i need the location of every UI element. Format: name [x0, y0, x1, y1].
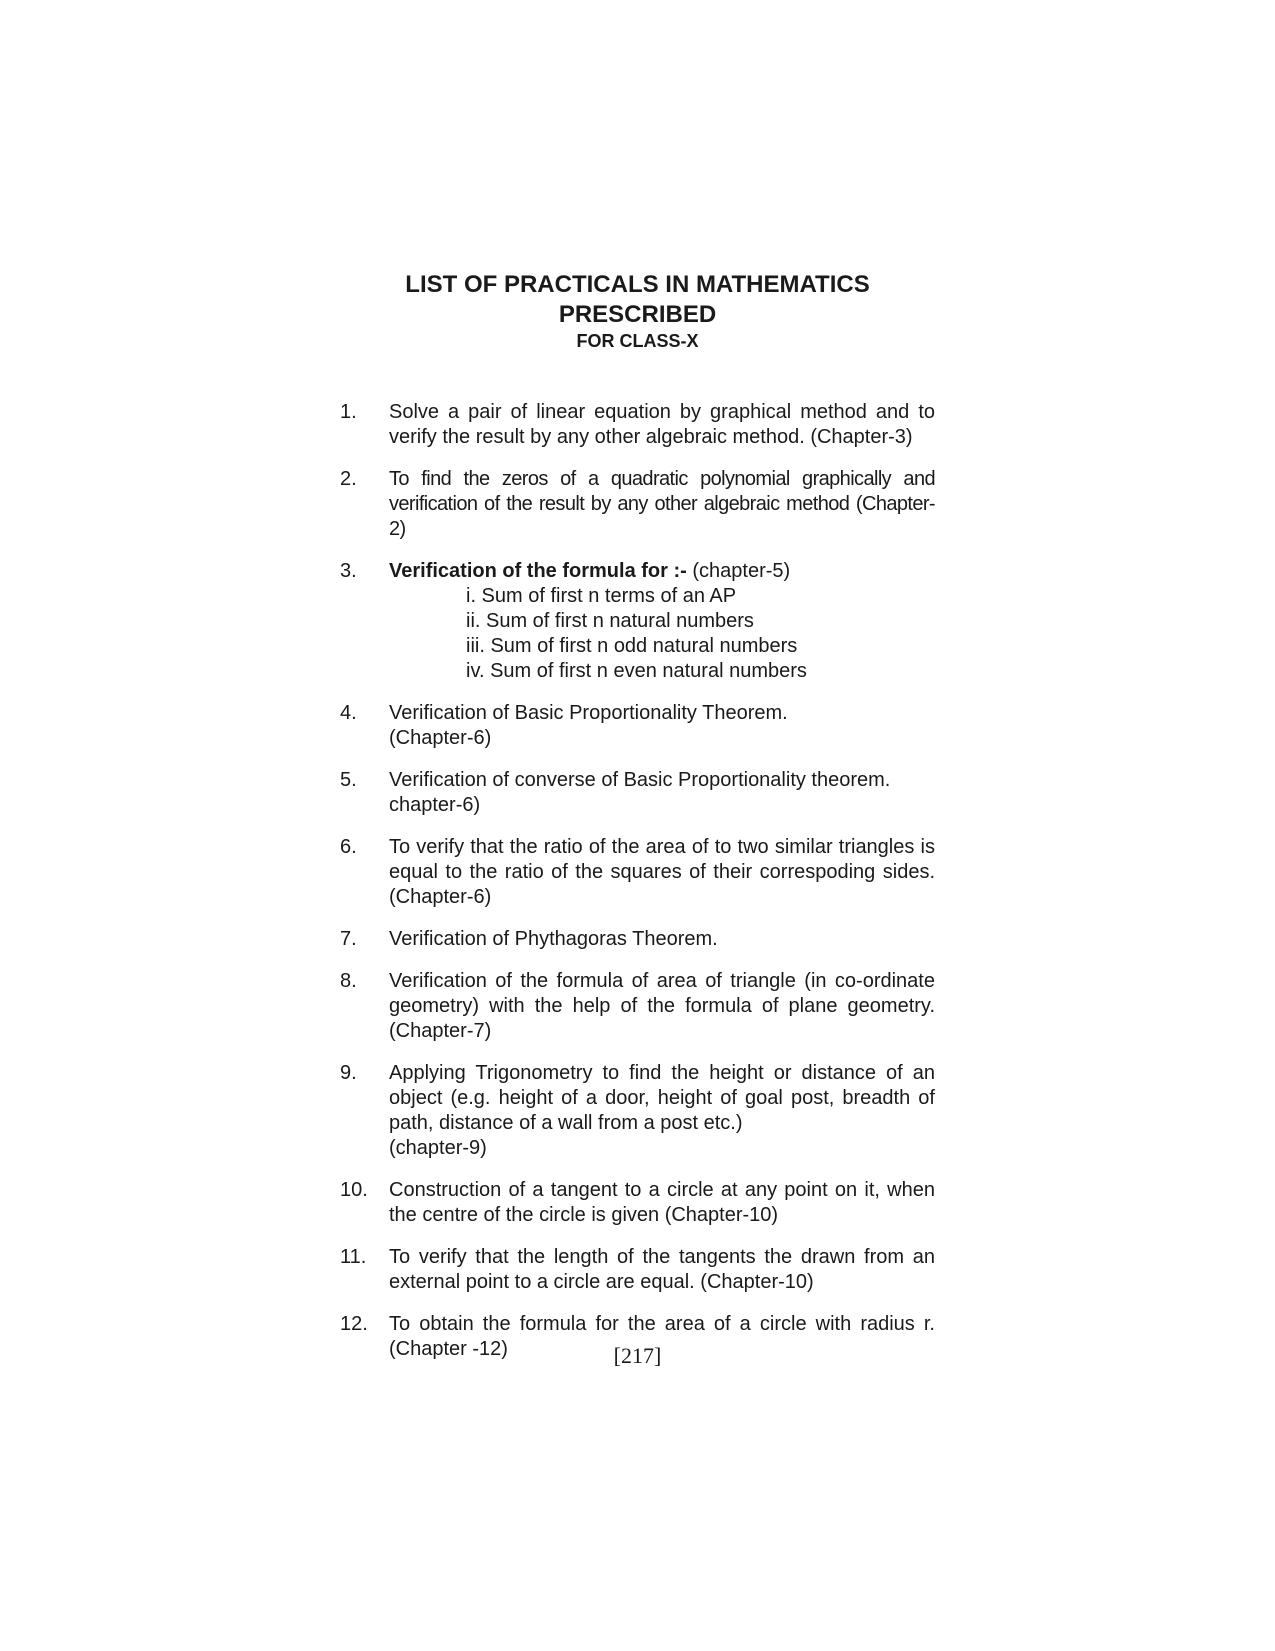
- item-number: 12.: [340, 1313, 368, 1335]
- item-text: Verification of converse of Basic Proportionality theorem.: [389, 769, 891, 791]
- item-body: [389, 701, 935, 751]
- list-item: [340, 467, 935, 542]
- list-item: [340, 927, 935, 952]
- item-number: 7.: [340, 928, 357, 950]
- sub-list-item: i. Sum of first n terms of an AP: [466, 585, 737, 607]
- item-text: Construction of a tangent to a circle at any point on it, when the centre of the circle is given (Chapter-10): [389, 1179, 935, 1226]
- item-text: To verify that the ratio of the area of to two similar triangles is equal to the ratio of the squares of their correspoding sides. (Chapter-6): [389, 836, 935, 908]
- item-number: 9.: [340, 1062, 357, 1084]
- item-body: [389, 559, 935, 684]
- item-text: Verification of Basic Proportionality Theorem.: [389, 702, 788, 724]
- item-text: To obtain the formula for the area of a circle with radius r. (Chapter -12): [389, 1313, 935, 1360]
- item-text: (chapter-5): [686, 560, 791, 582]
- item-text: To verify that the length of the tangents the drawn from an external point to a circle are equal. (Chapter-10): [389, 1246, 935, 1293]
- item-number: 3.: [340, 560, 357, 582]
- item-bold-heading: Verification of the formula for :-: [389, 560, 687, 582]
- list-item: [340, 1245, 935, 1295]
- sub-list-item: iii. Sum of first n odd natural numbers: [466, 635, 798, 657]
- item-chapter: (chapter-9): [389, 1137, 487, 1159]
- list-item: [340, 835, 935, 910]
- item-number: 11.: [340, 1246, 367, 1268]
- item-body: [389, 768, 935, 818]
- page-title-line-2: PRESCRIBED: [558, 301, 717, 328]
- list-item: [340, 1061, 935, 1161]
- item-text: Verification of Phythagoras Theorem.: [389, 928, 718, 950]
- sub-list-item: iv. Sum of first n even natural numbers: [466, 660, 807, 682]
- sub-list-item: ii. Sum of first n natural numbers: [466, 610, 754, 632]
- item-chapter: (Chapter-6): [389, 727, 492, 749]
- item-number: 8.: [340, 970, 357, 992]
- item-number: 5.: [340, 769, 357, 791]
- item-number: 10.: [340, 1179, 368, 1201]
- item-text: To find the zeros of a quadratic polynomial graphically and verification of the result by any other algebraic method (Chapter-2): [389, 468, 935, 540]
- list-item: [340, 768, 935, 818]
- item-chapter: chapter-6): [389, 794, 481, 816]
- item-text: Solve a pair of linear equation by graphical method and to verify the result by any other algebraic method. (Chapter-3): [389, 401, 935, 448]
- item-number: 2.: [340, 468, 357, 490]
- list-item: [340, 969, 935, 1044]
- sub-list: [466, 584, 935, 684]
- item-text: Verification of the formula of area of triangle (in co-ordinate geometry) with the help of the formula of plane geometry. (Chapter-7): [389, 970, 935, 1042]
- item-number: 1.: [340, 401, 357, 423]
- list-item: [340, 559, 935, 684]
- list-item: [340, 400, 935, 450]
- page-title: LIST OF PRACTICALS IN MATHEMATICS: [405, 271, 870, 298]
- item-body: [389, 1061, 935, 1161]
- list-item: [340, 1178, 935, 1228]
- page-subtitle: FOR CLASS-X: [576, 331, 699, 351]
- item-number: 4.: [340, 702, 357, 724]
- page-number: [217]: [613, 1343, 662, 1368]
- practicals-list: [340, 400, 935, 1379]
- item-text: Applying Trigonometry to find the height or distance of an object (e.g. height of a door, height of goal post, breadth of path, distance of a wall from a post etc.): [389, 1062, 935, 1134]
- item-number: 6.: [340, 836, 357, 858]
- list-item: [340, 701, 935, 751]
